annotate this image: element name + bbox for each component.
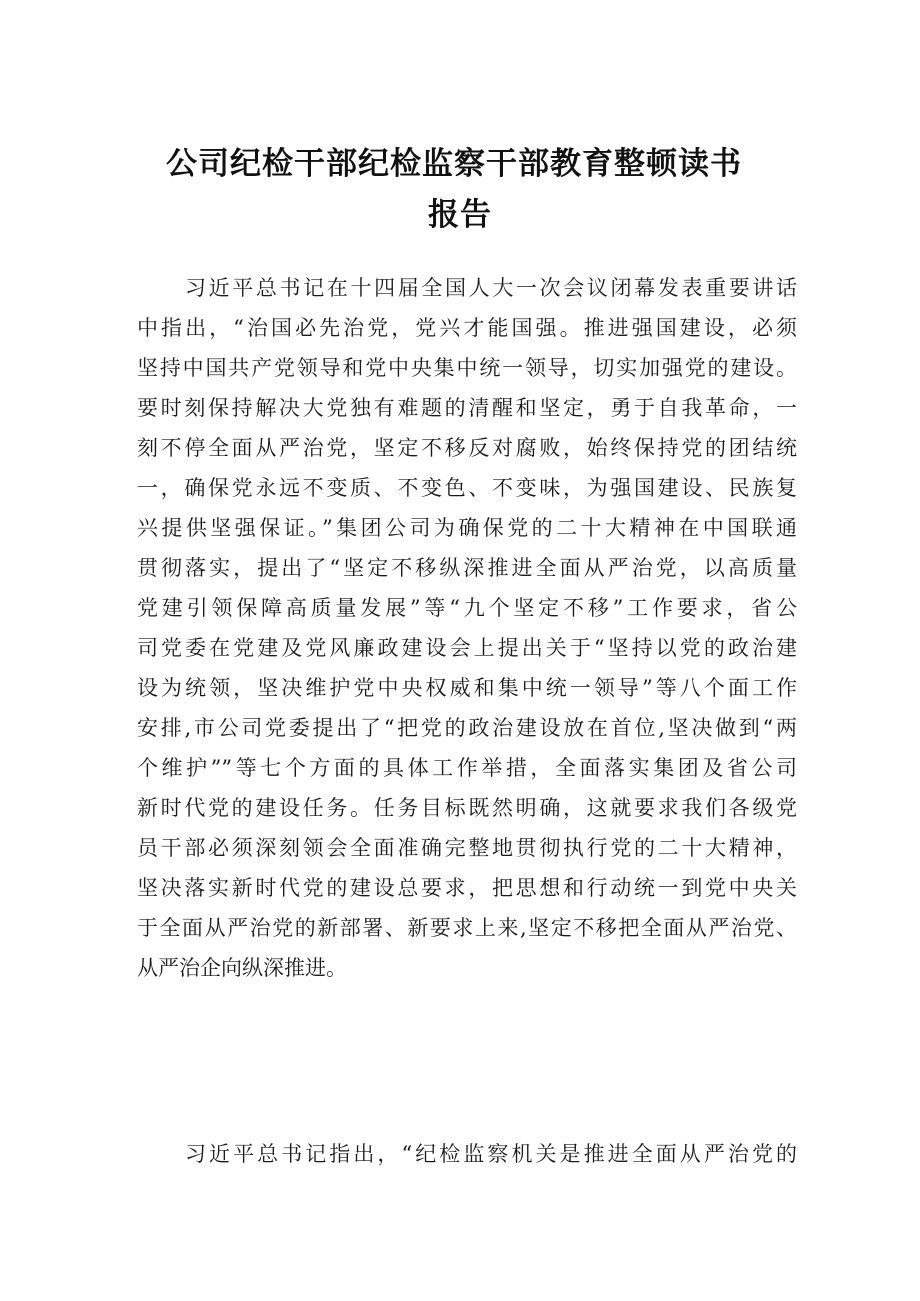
- paragraph-line: 司党委在党建及党风廉政建设会上提出关于“坚持以党的政治建: [137, 636, 797, 660]
- document-title-line-2: 报告: [428, 197, 492, 233]
- paragraph-line: 一，确保党永远不变质、不变色、不变味，为强国建设、民族复: [137, 476, 797, 500]
- paragraph-line: 习近平总书记在十四届全国人大一次会议闭幕发表重要讲话: [185, 276, 797, 300]
- paragraph-line: 坚决落实新时代党的建设总要求，把思想和行动统一到党中央关: [137, 876, 797, 900]
- paragraph-line: 刻不停全面从严治党，坚定不移反对腐败，始终保持党的团结统: [137, 436, 797, 460]
- document-title-line-1: 公司纪检干部纪检监察干部教育整顿读书: [166, 146, 742, 182]
- body-paragraph-2: [137, 1134, 797, 1174]
- body-paragraph-1: [137, 268, 797, 988]
- paragraph-line: 坚持中国共产党领导和党中央集中统一领导，切实加强党的建设。: [137, 356, 797, 380]
- paragraph-line: 于全面从严治党的新部署、新要求上来,坚定不移把全面从严治党、: [137, 916, 797, 940]
- paragraph-line: 中指出，“治国必先治党，党兴才能国强。推进强国建设，必须: [137, 316, 797, 340]
- paragraph-line: 党建引领保障高质量发展”等“九个坚定不移”工作要求，省公: [137, 596, 797, 620]
- paragraph-line: 新时代党的建设任务。任务目标既然明确，这就要求我们各级党: [137, 796, 797, 820]
- paragraph-line: 贯彻落实，提出了“坚定不移纵深推进全面从严治党，以高质量: [137, 556, 797, 580]
- paragraph-line: 个维护””等七个方面的具体工作举措，全面落实集团及省公司: [137, 756, 797, 780]
- paragraph-line: 要时刻保持解决大党独有难题的清醒和坚定，勇于自我革命，一: [137, 396, 797, 420]
- paragraph-line: 设为统领，坚决维护党中央权威和集中统一领导”等八个面工作: [137, 676, 797, 700]
- paragraph-line: 兴提供坚强保证。”集团公司为确保党的二十大精神在中国联通: [137, 516, 797, 540]
- paragraph-line: 从严治企向纵深推进。: [137, 956, 347, 980]
- paragraph-line: 习近平总书记指出，“纪检监察机关是推进全面从严治党的: [185, 1142, 797, 1166]
- paragraph-line: 员干部必须深刻领会全面准确完整地贯彻执行党的二十大精神，: [137, 836, 797, 860]
- paragraph-line: 安排,市公司党委提出了“把党的政治建设放在首位,坚决做到“两: [137, 716, 797, 740]
